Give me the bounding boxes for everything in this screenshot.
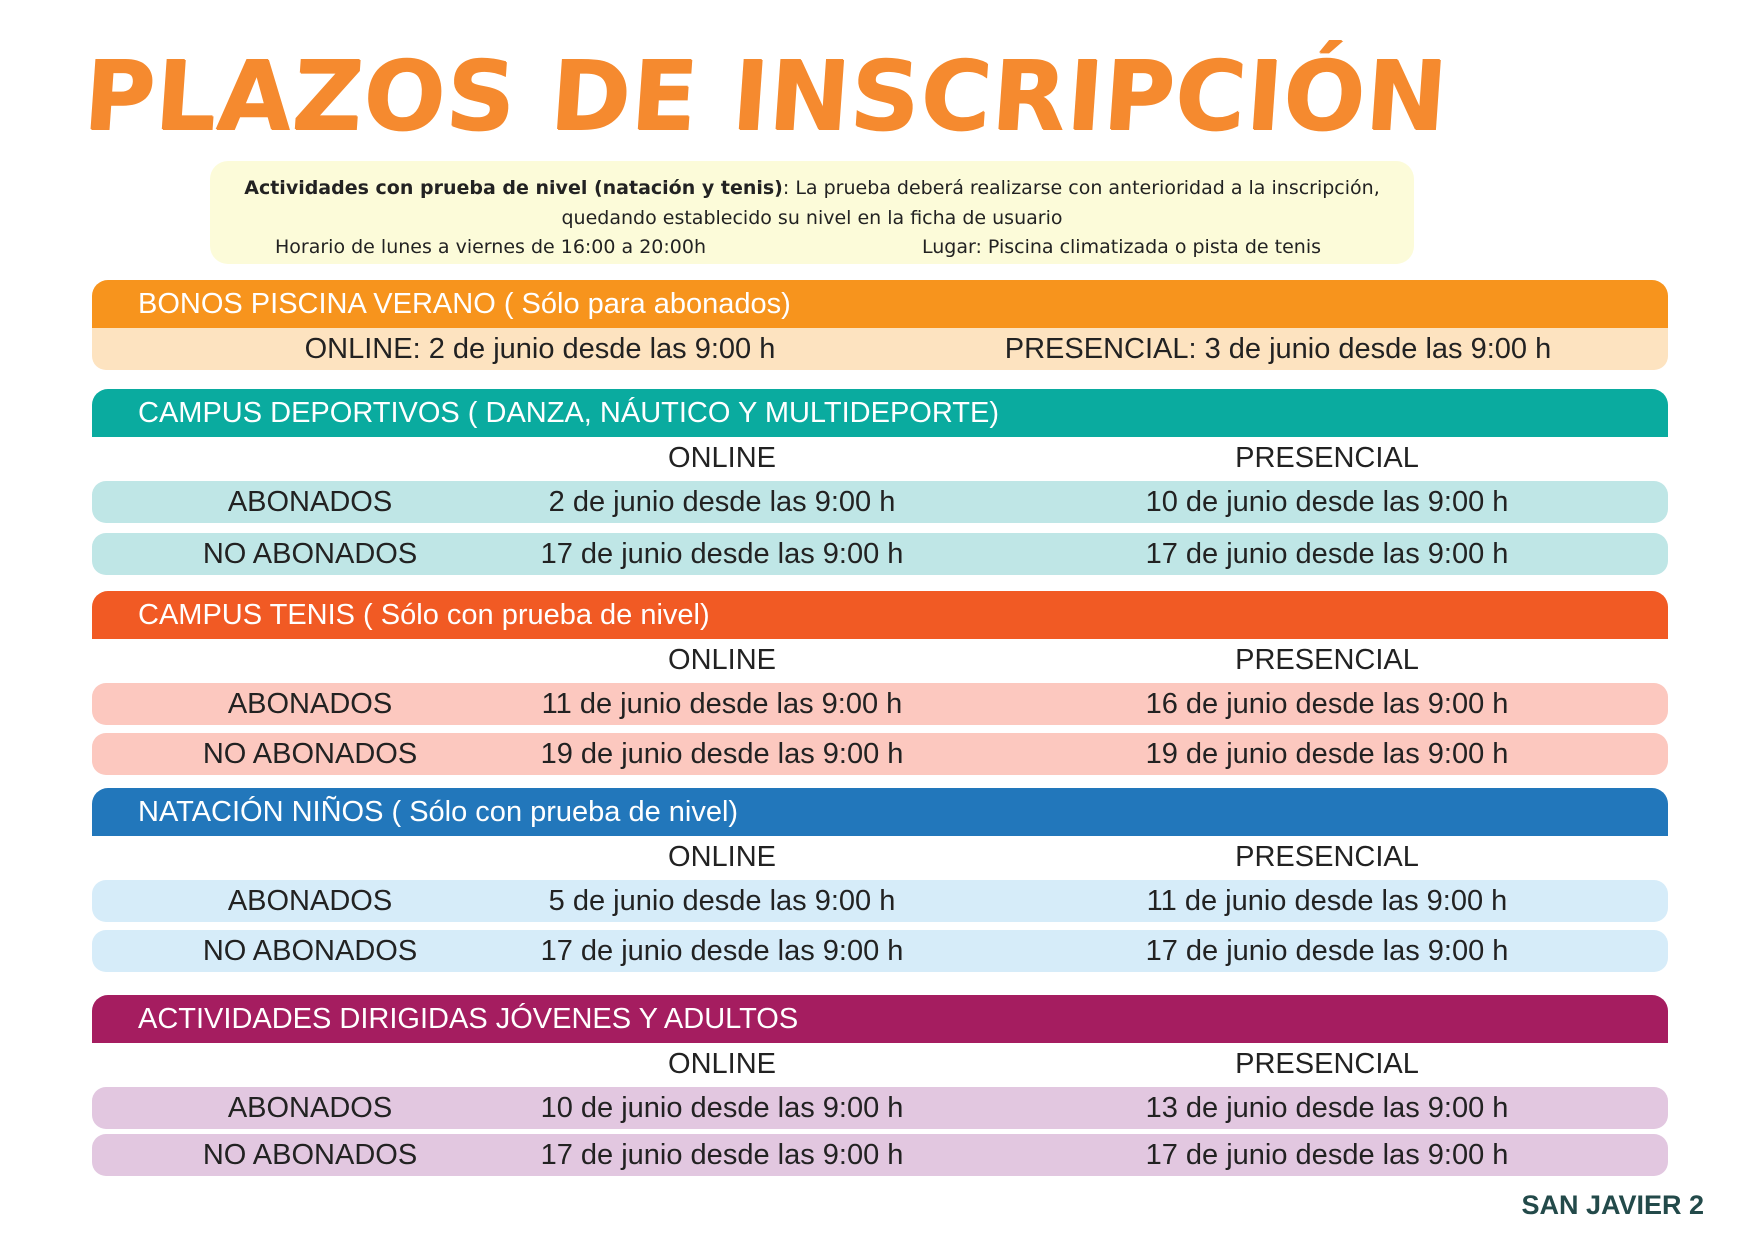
note-line-1 bbox=[210, 177, 1414, 199]
bonos-presencial: PRESENCIAL: 3 de junio desde las 9:00 h bbox=[1004, 333, 1552, 365]
table-row bbox=[92, 733, 1668, 775]
bonos-online: ONLINE: 2 de junio desde las 9:00 h bbox=[304, 333, 776, 365]
note-bold-lead: Actividades con prueba de nivel (natación y tenis) bbox=[244, 177, 783, 199]
col-online: ONLINE bbox=[668, 644, 776, 676]
column-headers bbox=[92, 437, 1668, 479]
table-row bbox=[92, 533, 1668, 575]
online-date: 10 de junio desde las 9:00 h bbox=[540, 1092, 904, 1124]
row-label: ABONADOS bbox=[227, 885, 393, 917]
section-title: BONOS PISCINA VERANO ( Sólo para abonados) bbox=[92, 280, 1668, 328]
presencial-date: 11 de junio desde las 9:00 h bbox=[1146, 885, 1508, 917]
section-campus-tenis bbox=[92, 591, 1668, 775]
footer-label: SAN JAVIER 2 bbox=[1521, 1190, 1704, 1220]
online-date: 19 de junio desde las 9:00 h bbox=[540, 738, 904, 770]
online-date: 2 de junio desde las 9:00 h bbox=[548, 486, 896, 518]
bonos-dates-row bbox=[92, 328, 1668, 370]
level-test-note bbox=[210, 161, 1414, 264]
col-presencial: PRESENCIAL bbox=[1235, 644, 1419, 676]
row-label: ABONADOS bbox=[227, 486, 393, 518]
row-label: NO ABONADOS bbox=[202, 935, 418, 967]
table-row bbox=[92, 1087, 1668, 1129]
column-headers bbox=[92, 639, 1668, 681]
section-title: ACTIVIDADES DIRIGIDAS JÓVENES Y ADULTOS bbox=[92, 995, 1668, 1043]
section-actividades-dirigidas bbox=[92, 995, 1668, 1176]
online-date: 11 de junio desde las 9:00 h bbox=[541, 688, 903, 720]
note-line-2: quedando establecido su nivel en la ficha de usuario bbox=[561, 207, 1063, 229]
row-label: NO ABONADOS bbox=[202, 738, 418, 770]
column-headers bbox=[92, 836, 1668, 878]
presencial-date: 13 de junio desde las 9:00 h bbox=[1145, 1092, 1509, 1124]
online-date: 17 de junio desde las 9:00 h bbox=[540, 538, 904, 570]
presencial-date: 17 de junio desde las 9:00 h bbox=[1145, 935, 1509, 967]
online-date: 17 de junio desde las 9:00 h bbox=[540, 1139, 904, 1171]
row-label: ABONADOS bbox=[227, 1092, 393, 1124]
presencial-date: 17 de junio desde las 9:00 h bbox=[1145, 1139, 1509, 1171]
page-title: PLAZOS DE INSCRIPCIÓN bbox=[80, 40, 1451, 152]
col-presencial: PRESENCIAL bbox=[1235, 442, 1419, 474]
table-row bbox=[92, 1134, 1668, 1176]
note-schedule: Horario de lunes a viernes de 16:00 a 20:00h bbox=[275, 236, 707, 258]
table-row bbox=[92, 481, 1668, 523]
section-bonos-piscina bbox=[92, 280, 1668, 370]
row-label: ABONADOS bbox=[227, 688, 393, 720]
col-presencial: PRESENCIAL bbox=[1235, 841, 1419, 873]
online-date: 17 de junio desde las 9:00 h bbox=[540, 935, 904, 967]
table-row bbox=[92, 930, 1668, 972]
section-campus-deportivos bbox=[92, 389, 1668, 575]
note-place: Lugar: Piscina climatizada o pista de tenis bbox=[922, 236, 1322, 258]
section-title: CAMPUS DEPORTIVOS ( DANZA, NÁUTICO Y MULTIDEPORTE) bbox=[92, 389, 1668, 437]
presencial-date: 16 de junio desde las 9:00 h bbox=[1145, 688, 1509, 720]
note-line-1-rest: : La prueba deberá realizarse con anterioridad a la inscripción, bbox=[782, 177, 1380, 199]
col-presencial: PRESENCIAL bbox=[1235, 1048, 1419, 1080]
table-row bbox=[92, 880, 1668, 922]
presencial-date: 19 de junio desde las 9:00 h bbox=[1145, 738, 1509, 770]
section-title: NATACIÓN NIÑOS ( Sólo con prueba de nivel) bbox=[92, 788, 1668, 836]
col-online: ONLINE bbox=[668, 841, 776, 873]
online-date: 5 de junio desde las 9:00 h bbox=[548, 885, 896, 917]
section-title: CAMPUS TENIS ( Sólo con prueba de nivel) bbox=[92, 591, 1668, 639]
column-headers bbox=[92, 1043, 1668, 1085]
col-online: ONLINE bbox=[668, 442, 776, 474]
row-label: NO ABONADOS bbox=[202, 538, 418, 570]
presencial-date: 10 de junio desde las 9:00 h bbox=[1145, 486, 1509, 518]
presencial-date: 17 de junio desde las 9:00 h bbox=[1145, 538, 1509, 570]
col-online: ONLINE bbox=[668, 1048, 776, 1080]
section-natacion-ninos bbox=[92, 788, 1668, 972]
table-row bbox=[92, 683, 1668, 725]
row-label: NO ABONADOS bbox=[202, 1139, 418, 1171]
